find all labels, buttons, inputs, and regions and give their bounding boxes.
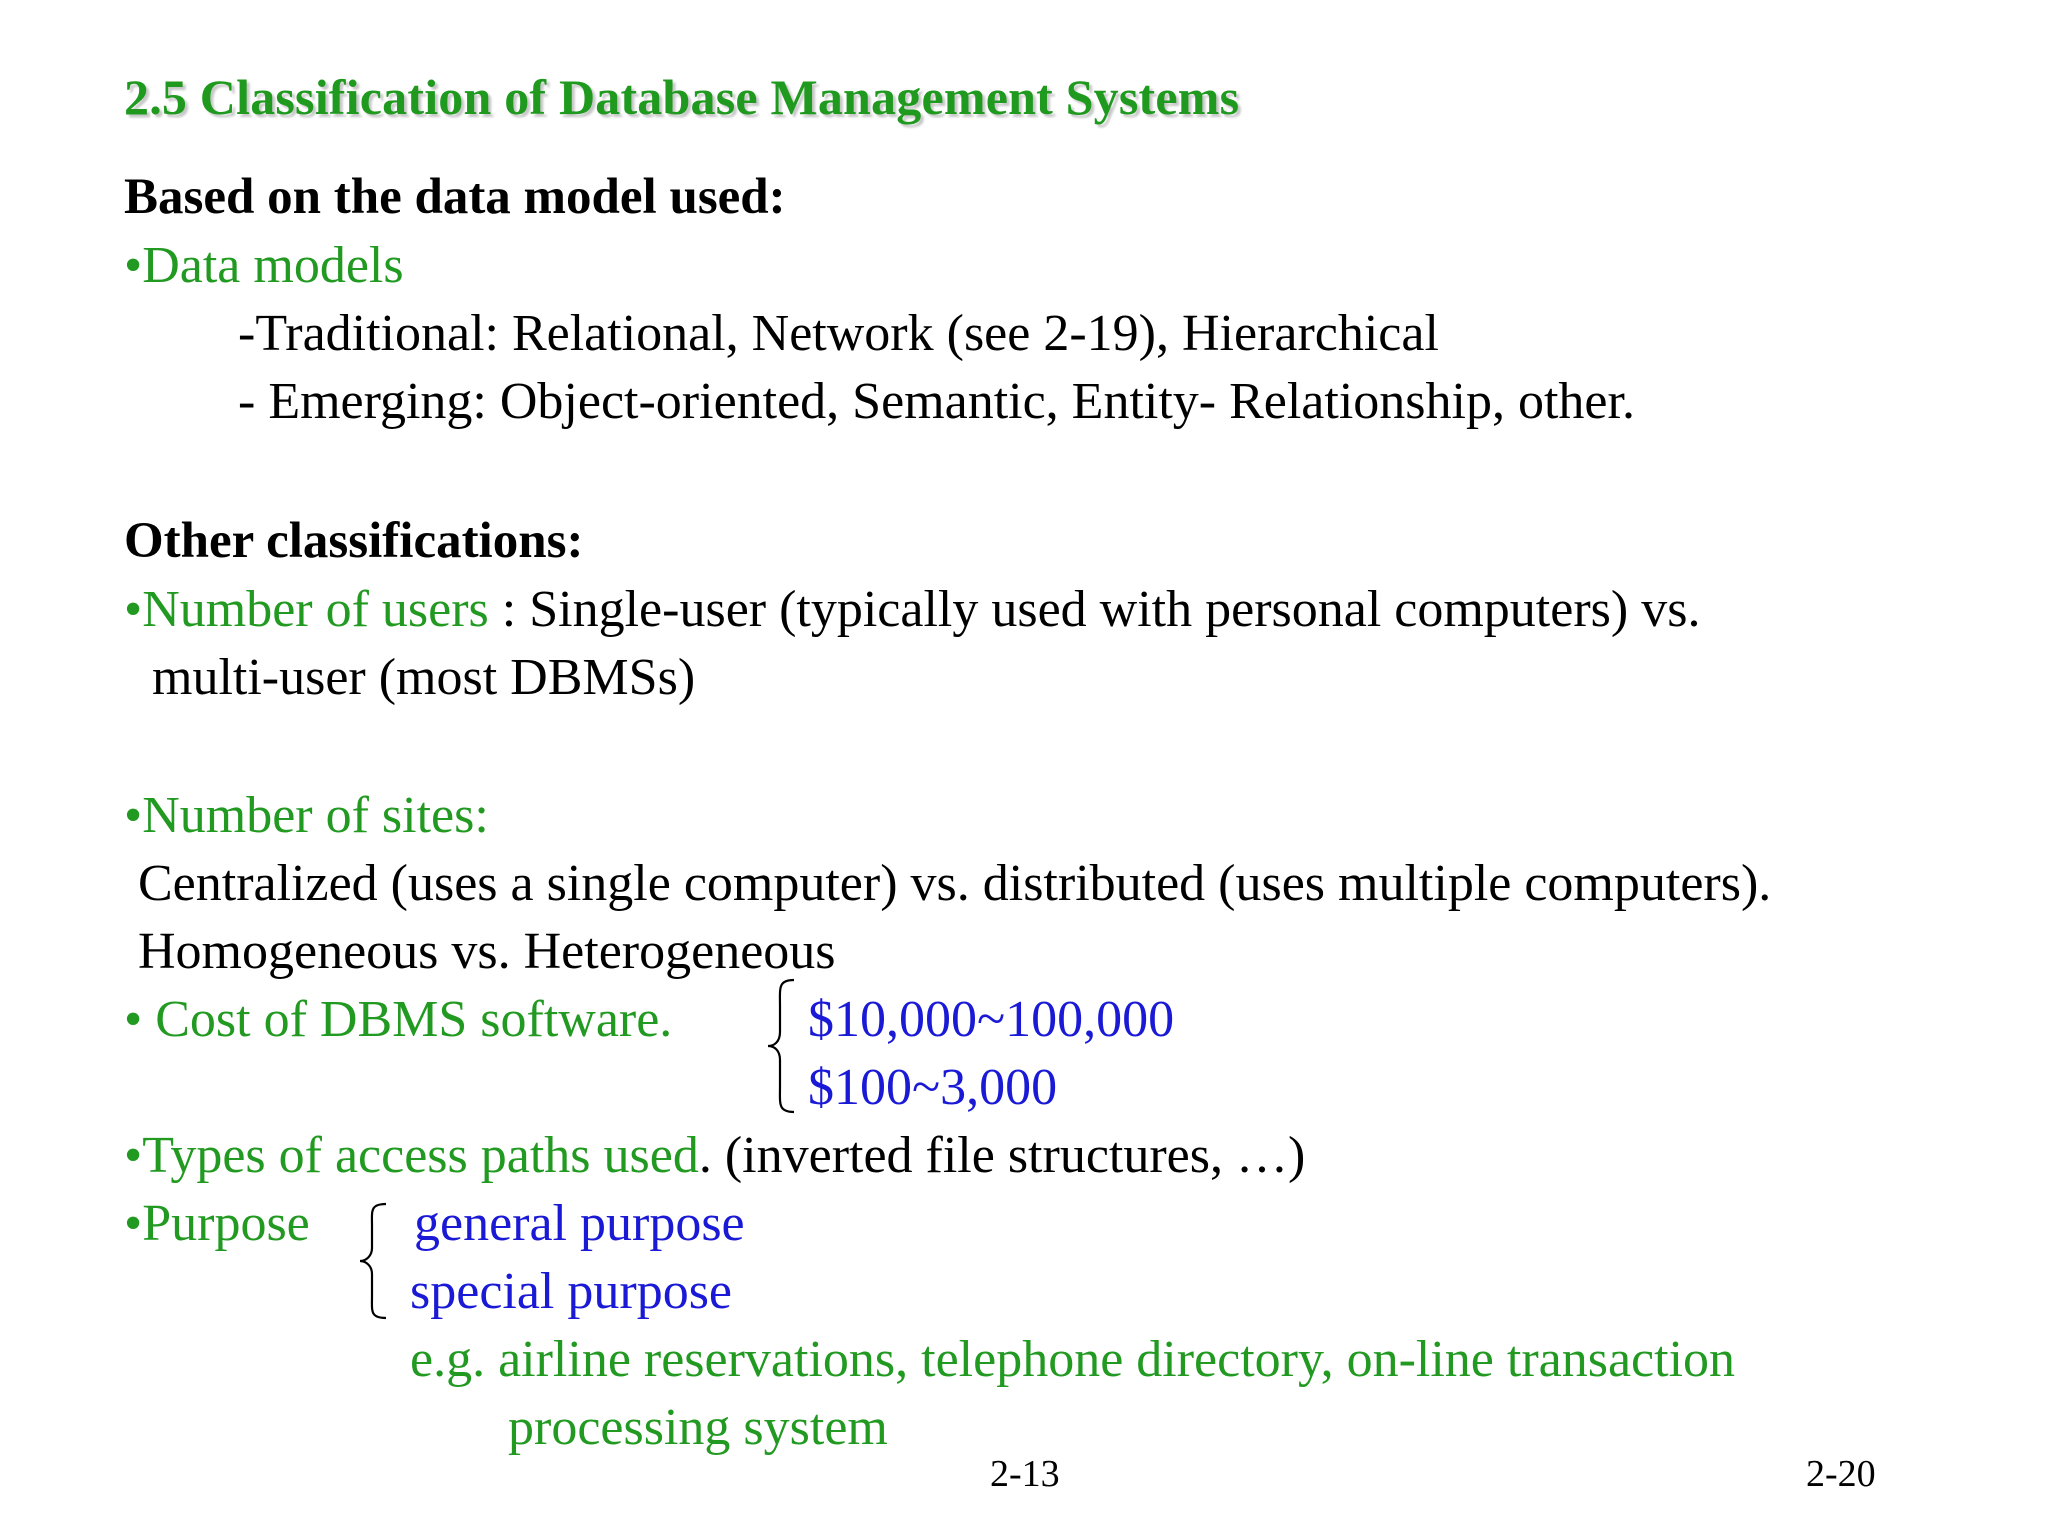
page-number-center: 2-13 <box>990 1453 1060 1495</box>
bullet-access-paths <box>124 1126 1305 1186</box>
bullet-number-of-sites: •Number of sites: <box>124 787 489 844</box>
number-of-users-text-cont: multi-user (most DBMSs) <box>152 649 696 706</box>
bullet-data-models: •Data models <box>124 237 404 294</box>
section-heading-other: Other classifications: <box>124 513 584 569</box>
bullet-number-of-users <box>124 580 1700 640</box>
access-paths-label: •Types of access paths used <box>124 1127 699 1184</box>
section-heading-data-model: Based on the data model used: <box>124 169 786 225</box>
left-brace-icon <box>356 1200 392 1322</box>
data-model-emerging: - Emerging: Object-oriented, Semantic, Entity- Relationship, other. <box>238 373 1635 430</box>
purpose-example-line1: e.g. airline reservations, telephone directory, on-line transaction <box>410 1331 1736 1388</box>
left-brace-icon <box>764 976 800 1116</box>
bullet-cost-of-dbms: • Cost of DBMS software. <box>124 991 673 1048</box>
purpose-option-general: general purpose <box>414 1195 745 1252</box>
page-number-right: 2-20 <box>1806 1453 1876 1495</box>
bullet-purpose: •Purpose <box>124 1195 310 1252</box>
sites-homogeneous: Homogeneous vs. Heterogeneous <box>138 923 836 980</box>
number-of-users-text: : Single-user (typically used with personal computers) vs. <box>488 581 1701 638</box>
access-paths-text: . (inverted file structures, …) <box>698 1127 1306 1184</box>
purpose-option-special: special purpose <box>410 1263 733 1320</box>
slide-title: 2.5 Classification of Database Management Systems <box>124 69 1240 125</box>
data-model-traditional: -Traditional: Relational, Network (see 2-19), Hierarchical <box>238 305 1439 362</box>
number-of-users-label: •Number of users <box>124 581 489 638</box>
cost-option-low: $100~3,000 <box>808 1059 1058 1116</box>
purpose-example-line2: processing system <box>508 1399 888 1456</box>
sites-centralized-distributed: Centralized (uses a single computer) vs. distributed (uses multiple computers). <box>138 855 1772 912</box>
cost-option-high: $10,000~100,000 <box>808 991 1175 1048</box>
